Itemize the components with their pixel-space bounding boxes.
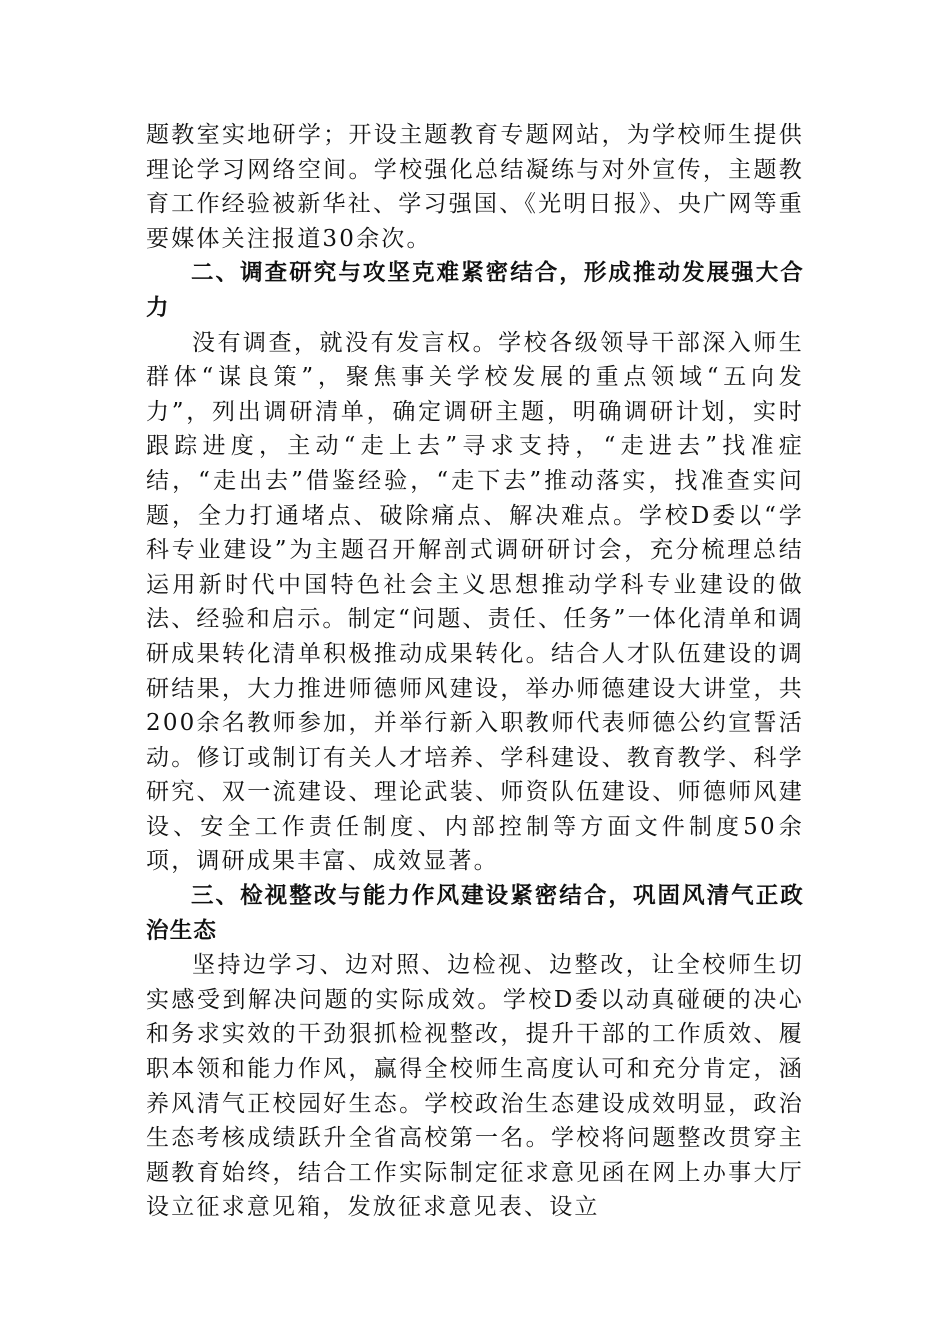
section-heading: 三、检视整改与能力作风建设紧密结合，巩固风清气正政治生态 bbox=[146, 883, 804, 944]
body-paragraph: 坚持边学习、边对照、边检视、边整改，让全校师生切实感受到解决问题的实际成效。学校D委以动真碰硬的决心和务求实效的干劲狠抓检视整改，提升干部的工作质效、履职本领和能力作风，赢得全校师生高度认可和充分肯定，涵养风清气正校园好生态。学校政治生态建设成效明显，政治生态考核成绩跃升全省高校第一名。学校将问题整改贯穿主题教育始终，结合工作实际制定征求意见函在网上办事大厅设立征求意见箱，发放征求意见表、设立 bbox=[146, 952, 804, 1221]
document-page bbox=[146, 118, 804, 1225]
body-paragraph: 没有调查，就没有发言权。学校各级领导干部深入师生群体“谋良策”，聚焦事关学校发展的重点领域“五向发力”，列出调研清单，确定调研主题，明确调研计划，实时跟踪进度，主动“走上去”寻求支持，“走进去”找准症结，“走出去”借鉴经验，“走下去”推动落实，找准查实问题，全力打通堵点、破除痛点、解决难点。学校D委以“学科专业建设”为主题召开解剖式调研研讨会，充分梳理总结运用新时代中国特色社会主义思想推动学科专业建设的做法、经验和启示。制定“问题、责任、任务”一体化清单和调研成果转化清单积极推动成果转化。结合人才队伍建设的调研结果，大力推进师德师风建设，举办师德建设大讲堂，共200余名教师参加，并举行新入职教师代表师德公约宣誓活动。修订或制订有关人才培养、学科建设、教育教学、科学研究、双一流建设、理论武装、师资队伍建设、师德师风建设、安全工作责任制度、内部控制等方面文件制度50余项，调研成果丰富、成效显著。 bbox=[146, 329, 804, 875]
body-paragraph: 题教室实地研学；开设主题教育专题网站，为学校师生提供理论学习网络空间。学校强化总结凝练与对外宣传，主题教育工作经验被新华社、学习强国、《光明日报》、央广网等重要媒体关注报道30余次。 bbox=[146, 122, 804, 252]
section-heading: 二、调查研究与攻坚克难紧密结合，形成推动发展强大合力 bbox=[146, 260, 804, 321]
